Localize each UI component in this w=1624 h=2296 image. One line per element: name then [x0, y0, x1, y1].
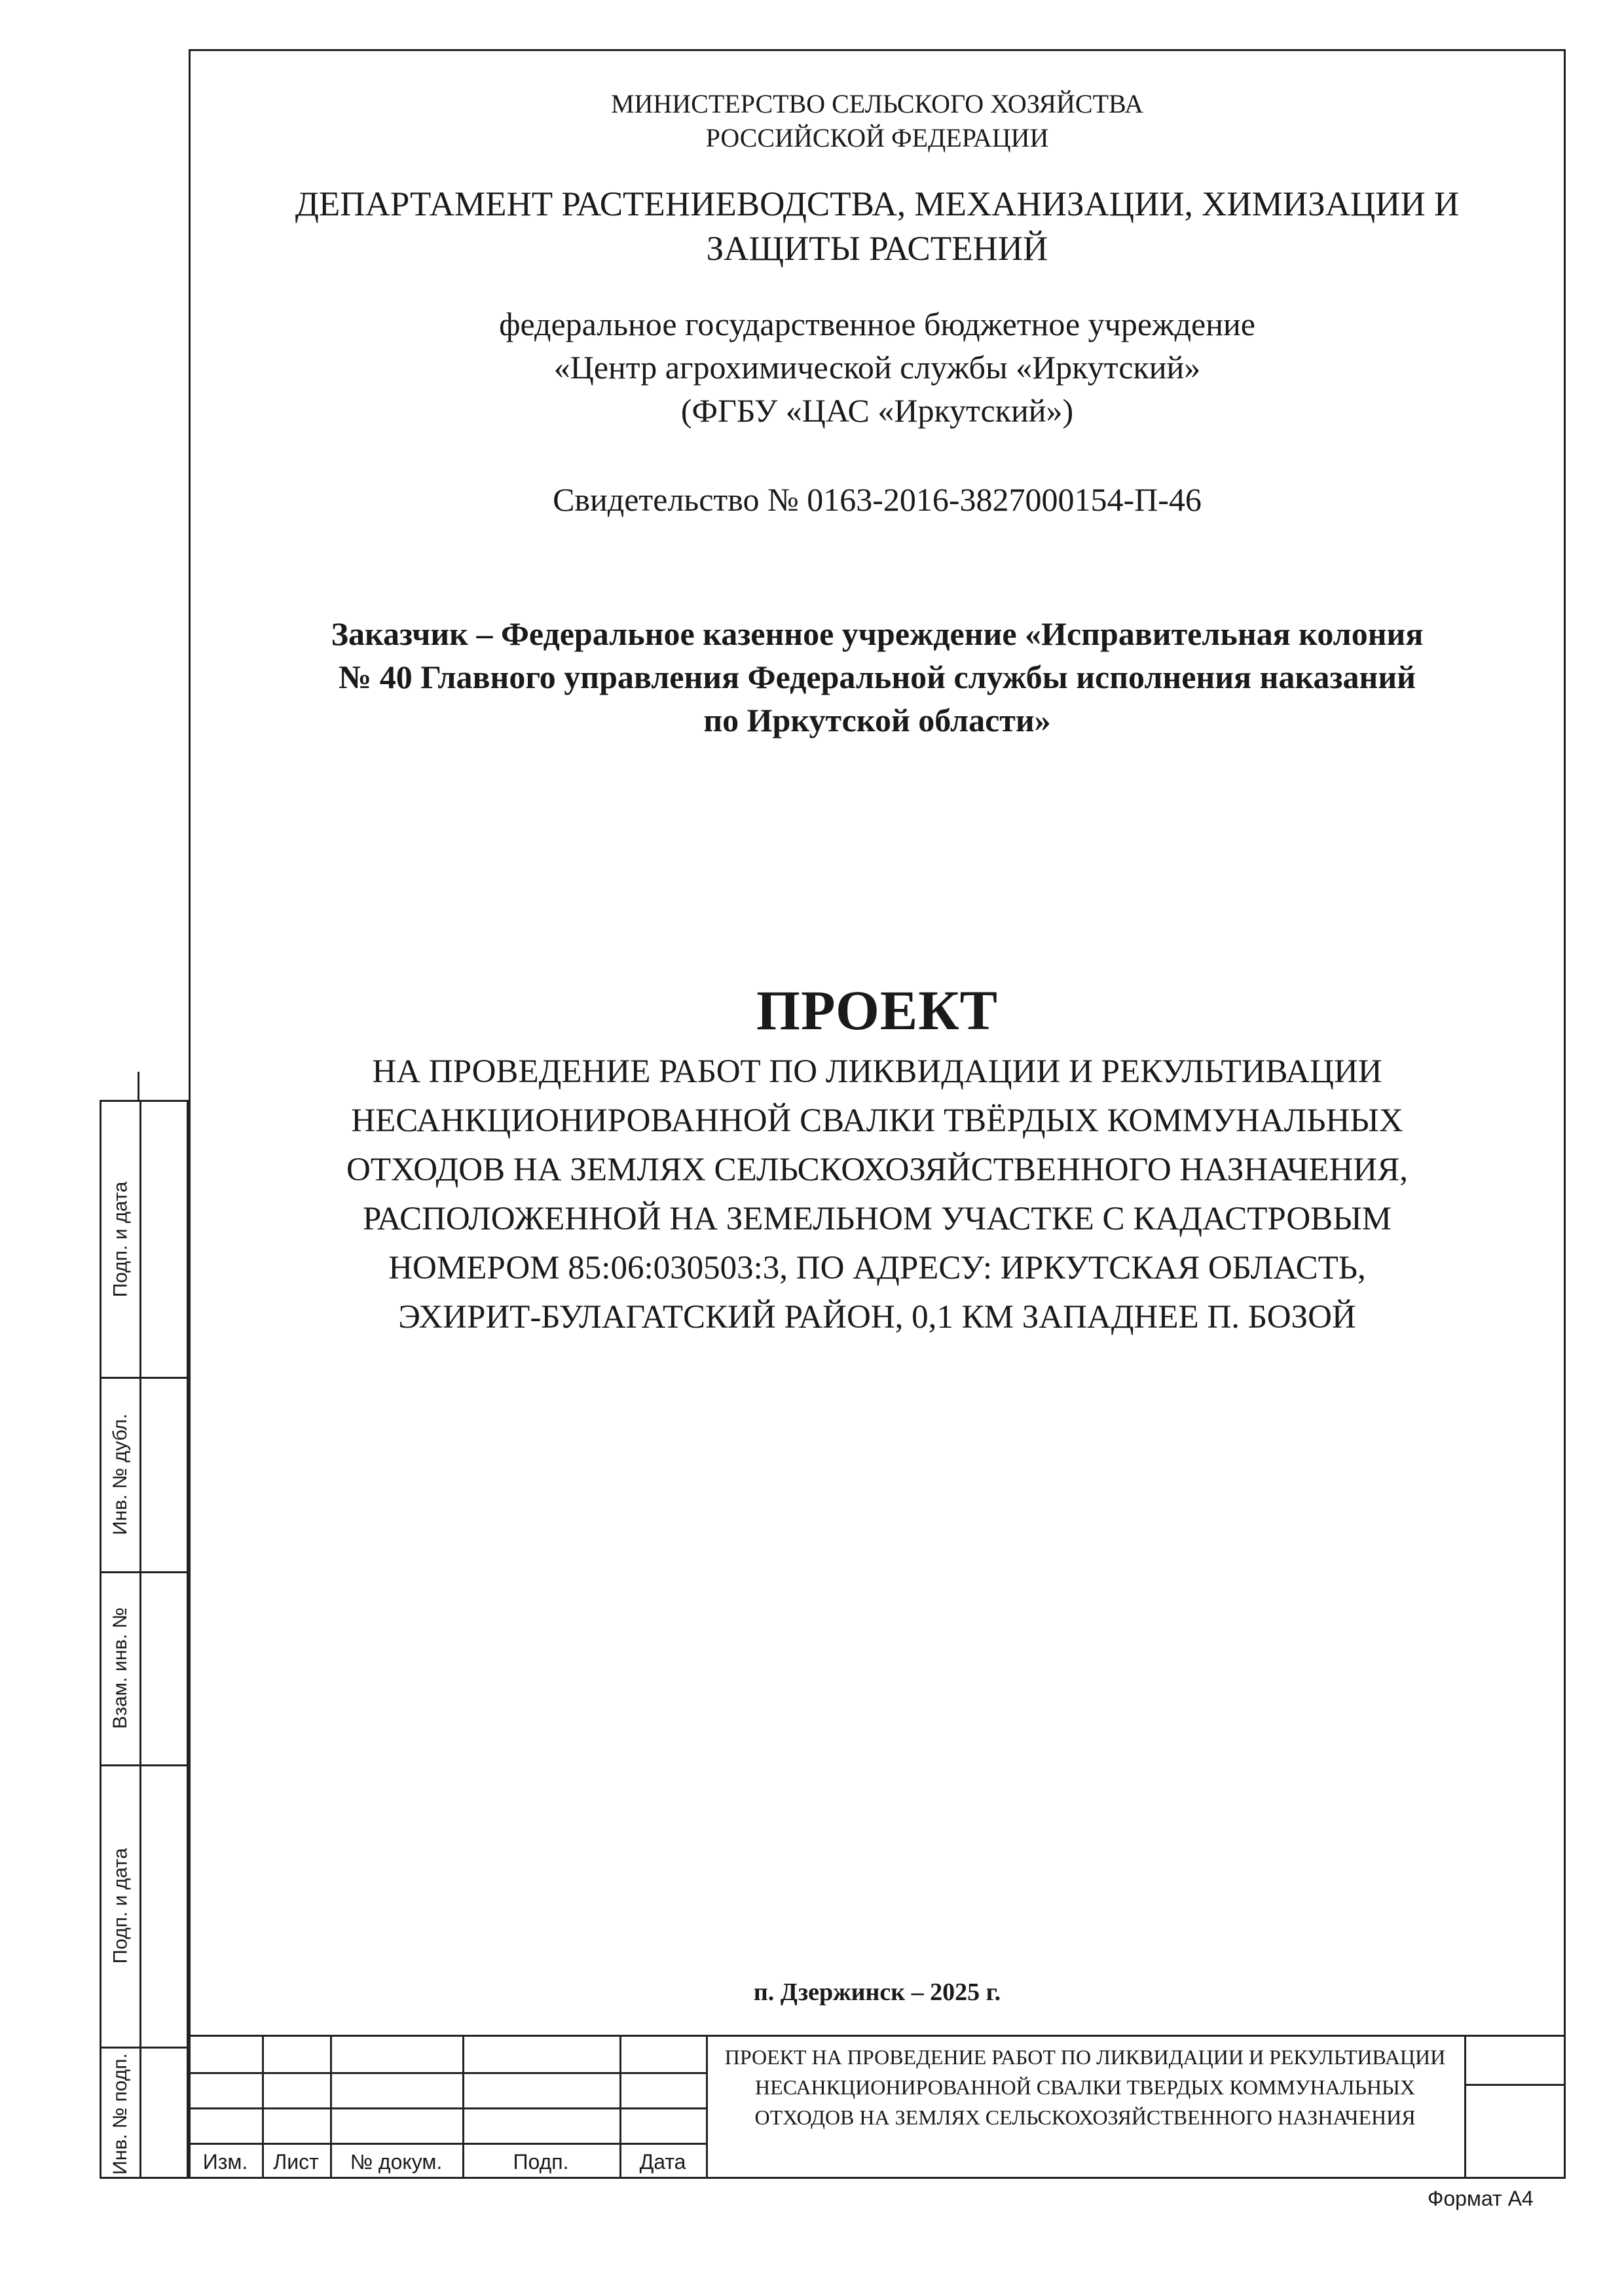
side-label: Подп. и дата: [109, 1848, 131, 1963]
format-label: Формат А4: [1428, 2187, 1534, 2210]
department-name: [189, 182, 1566, 271]
document-name-line: ПРОЕКТ НА ПРОВЕДЕНИЕ РАБОТ ПО ЛИКВИДАЦИИ И РЕКУЛЬТИВАЦИИ: [724, 2045, 1446, 2069]
customer-info: [189, 612, 1566, 742]
header-change: Изм.: [202, 2149, 248, 2174]
project-title-text: ПРОЕКТ: [756, 979, 998, 1042]
institution-line: (ФГБУ «ЦАС «Иркутский»): [680, 392, 1074, 429]
ministry-line: МИНИСТЕРСТВО СЕЛЬСКОГО ХОЗЯЙСТВА: [610, 89, 1144, 118]
place-and-year: [189, 1976, 1566, 2009]
description-line: НА ПРОВЕДЕНИЕ РАБОТ ПО ЛИКВИДАЦИИ И РЕКУЛЬТИВАЦИИ: [372, 1053, 1382, 1090]
side-cell-original-inv: [101, 2047, 139, 2181]
institution-name: [189, 302, 1566, 432]
side-label: Инв. № подп.: [109, 2052, 131, 2175]
header-sheet: Лист: [273, 2149, 319, 2174]
side-cell-replacement-inv: [101, 1571, 139, 1764]
sheet-box-line: [1464, 2084, 1566, 2086]
description-line: ЭХИРИТ-БУЛАГАТСКИЙ РАЙОН, 0,1 КМ ЗАПАДНЕЕ П. БОЗОЙ: [398, 1299, 1356, 1336]
title-block-divider: [1464, 2037, 1466, 2179]
document-name-line: НЕСАНКЦИОНИРОВАННОЙ СВАЛКИ ТВЕРДЫХ КОММУНАЛЬНЫХ: [755, 2075, 1415, 2099]
ministry-name: [189, 87, 1566, 155]
side-stamp-divider: [139, 1102, 141, 2177]
customer-line: № 40 Главного управления Федеральной службы исполнения наказаний: [339, 659, 1416, 695]
document-name: [706, 2042, 1464, 2132]
document-name-line: ОТХОДОВ НА ЗЕМЛЯХ СЕЛЬСКОХОЗЯЙСТВЕННОГО НАЗНАЧЕНИЯ: [754, 2105, 1416, 2129]
description-line: НОМЕРОМ 85:06:030503:3, ПО АДРЕСУ: ИРКУТСКАЯ ОБЛАСТЬ,: [388, 1250, 1366, 1286]
side-cell-signature-date-2: [101, 1764, 139, 2047]
side-stamp-top-edge: [138, 1072, 189, 1100]
side-label: Инв. № дубл.: [109, 1413, 131, 1535]
ministry-line: РОССИЙСКОЙ ФЕДЕРАЦИИ: [705, 123, 1049, 153]
certificate-line: Свидетельство № 0163-2016-3827000154-П-46: [553, 481, 1202, 518]
place-year-text: п. Дзержинск – 2025 г.: [753, 1978, 1001, 2006]
header-document-number: № докум.: [350, 2149, 443, 2174]
title-block-row-line: [189, 2072, 706, 2074]
side-label: Подп. и дата: [109, 1181, 131, 1298]
certificate-number: [189, 478, 1566, 521]
department-line: ДЕПАРТАМЕНТ РАСТЕНИЕВОДСТВА, МЕХАНИЗАЦИИ, ХИМИЗАЦИИ И: [295, 185, 1460, 223]
department-line: ЗАЩИТЫ РАСТЕНИЙ: [706, 230, 1048, 268]
project-title: [189, 974, 1566, 1046]
project-description: [189, 1048, 1566, 1342]
title-block: [189, 2035, 1566, 2179]
header-signature: Подп.: [513, 2149, 569, 2174]
description-line: НЕСАНКЦИОНИРОВАННОЙ СВАЛКИ ТВЁРДЫХ КОММУНАЛЬНЫХ: [351, 1102, 1403, 1139]
side-cell-duplicate-inv: [101, 1377, 139, 1571]
side-cell-signature-date: [101, 1102, 139, 1377]
side-label: Взам. инв. №: [109, 1607, 132, 1729]
title-block-row-line: [189, 2107, 706, 2109]
header-date: Дата: [639, 2149, 686, 2174]
customer-line: по Иркутской области»: [703, 702, 1051, 738]
customer-line: Заказчик – Федеральное казенное учреждение «Исправительная колония: [331, 615, 1424, 652]
description-line: РАСПОЛОЖЕННОЙ НА ЗЕМЕЛЬНОМ УЧАСТКЕ С КАДАСТРОВЫМ: [362, 1201, 1392, 1237]
institution-line: «Центр агрохимической службы «Иркутский»: [553, 349, 1201, 386]
description-line: ОТХОДОВ НА ЗЕМЛЯХ СЕЛЬСКОХОЗЯЙСТВЕННОГО НАЗНАЧЕНИЯ,: [346, 1152, 1408, 1188]
institution-line: федеральное государственное бюджетное учреждение: [499, 306, 1255, 342]
side-stamp: [100, 1100, 189, 2179]
